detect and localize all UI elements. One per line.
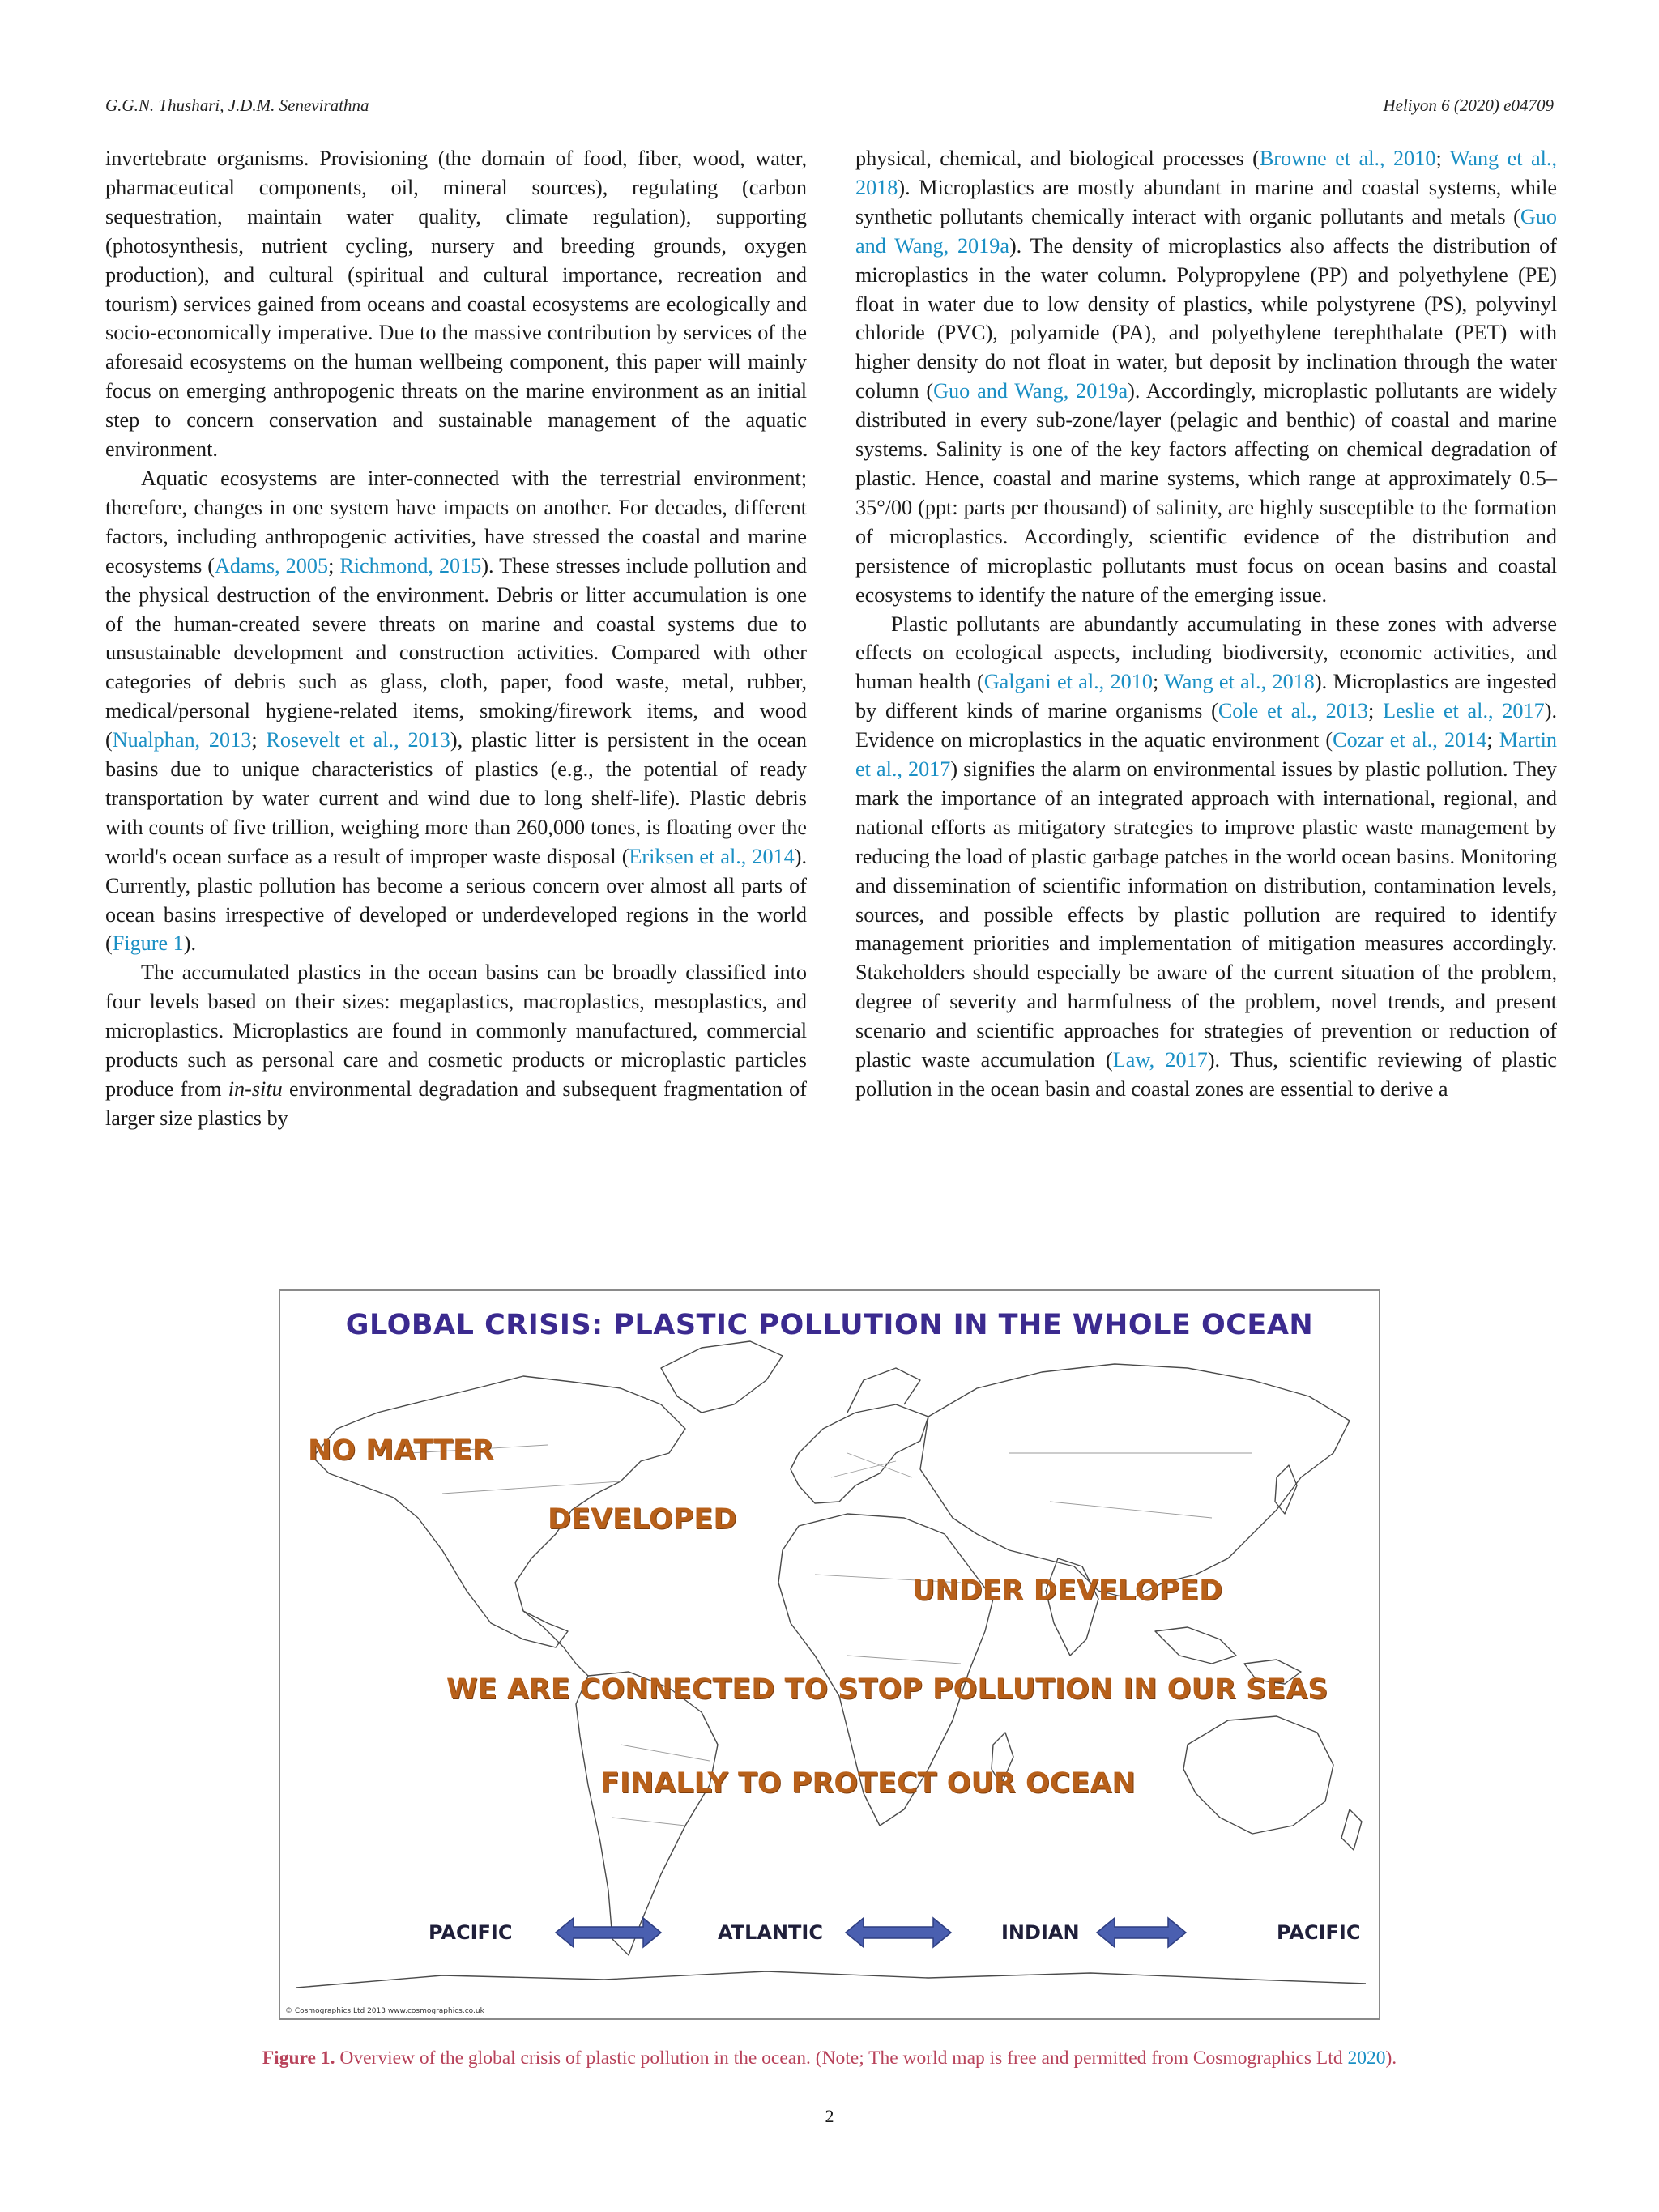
text-run: ). Currently, plastic pollution has become a serious concern over almost all parts of ocean basins irrespective of developed or underdeveloped regions in the world ( bbox=[105, 844, 808, 956]
left-text-column bbox=[105, 144, 807, 1133]
text-run: ; bbox=[1152, 670, 1165, 694]
citation-link[interactable]: Leslie et al., 2017 bbox=[1383, 699, 1545, 723]
ocean-label-indian: INDIAN bbox=[1001, 1921, 1080, 1944]
figure-1 bbox=[279, 1289, 1380, 2020]
map-credit: © Cosmographics Ltd 2013 www.cosmographics.co.uk bbox=[285, 2007, 484, 2015]
text-run: ). The density of microplastics also affects the distribution of microplastics in the water column. Polypropylene (PP) and polyethylene (PE) float in water due to low density of plastics, while polystyrene (PS), polyvinyl chloride (PVC), polyamide (PA), and polyethylene terephthalate (PET) with higher density do not float in water, but deposit by inclination through the water column ( bbox=[855, 233, 1557, 403]
citation-link[interactable]: Guo and Wang, 2019a bbox=[855, 204, 1557, 258]
text-run: The accumulated plastics in the ocean basins can be broadly classified into four levels based on their sizes: megaplastics, macroplastics, mesoplastics, and microplastics. Microplastics are found in commonly manufactured, commercial products such as personal care and cosmetic products or microplastic particles produce from bbox=[105, 961, 807, 1101]
figure-caption bbox=[0, 2048, 1659, 2069]
citation-link[interactable]: Richmond, 2015 bbox=[339, 553, 482, 578]
paragraph bbox=[105, 958, 807, 1132]
ocean-connection-arrows bbox=[556, 1918, 1186, 1947]
caption-end: ). bbox=[1385, 2048, 1397, 2069]
right-text-column bbox=[855, 144, 1557, 1104]
world-map-outline bbox=[280, 1291, 1379, 2018]
text-run: ). These stresses include pollution and the physical destruction of the environment. Debris or litter accumulation is one of the human-created severe threats on marine and coastal systems due to unsustainable development and construction activities. Compared with other categories of debris such as glass, cloth, paper, food waste, metal, rubber, medical/personal hygiene-related items, smoking/firework items, and wood ( bbox=[105, 553, 807, 752]
text-run: ). Microplastics are mostly abundant in marine and coastal systems, while synthetic pollutants chemically interact with organic pollutants and metals ( bbox=[855, 175, 1557, 228]
overlay-developed: DEVELOPED bbox=[548, 1503, 737, 1536]
arrow-atlantic-indian bbox=[846, 1918, 951, 1947]
running-header-journal: Heliyon 6 (2020) e04709 bbox=[1383, 96, 1554, 115]
text-run: environmental degradation and subsequent fragmentation of larger size plastics by bbox=[105, 1077, 807, 1130]
citation-link[interactable]: Eriksen et al., 2014 bbox=[629, 844, 795, 868]
citation-link[interactable]: Guo and Wang, 2019a bbox=[933, 379, 1128, 403]
citation-link[interactable]: Wang et al., 2018 bbox=[1164, 670, 1315, 694]
text-run: physical, chemical, and biological processes ( bbox=[855, 147, 1260, 170]
caption-text: Overview of the global crisis of plastic pollution in the ocean. (Note; The world map is free and permitted from Cosmographics Ltd bbox=[335, 2048, 1348, 2069]
italic-term: in-situ bbox=[228, 1077, 283, 1101]
caption-year-link[interactable]: 2020 bbox=[1347, 2048, 1386, 2069]
page-number: 2 bbox=[825, 2106, 834, 2126]
ocean-label-pacific-west: PACIFIC bbox=[429, 1921, 513, 1944]
paragraph bbox=[855, 144, 1557, 610]
text-run: ). bbox=[183, 931, 197, 956]
citation-link[interactable]: Martin et al., 2017 bbox=[855, 728, 1558, 782]
text-run: ). Microplastics are ingested by different kinds of marine organisms ( bbox=[855, 670, 1557, 723]
text-run: ; bbox=[251, 728, 267, 752]
overlay-protect: FINALLY TO PROTECT OUR OCEAN bbox=[600, 1767, 1136, 1800]
arrow-pacific-atlantic bbox=[556, 1918, 661, 1947]
citation-link[interactable]: Adams, 2005 bbox=[214, 553, 329, 578]
text-run: invertebrate organisms. Provisioning (the domain of food, fiber, wood, water, pharmaceutical components, oil, mineral sources), regulating (carbon sequestration, maintain water quality, climate regulation), supporting (photosynthesis, nutrient cycling, nursery and breeding grounds, oxygen production), and cultural (spiritual and cultural importance, recreation and tourism) services gained from oceans and coastal ecosystems are ecologically and socio-economically imperative. Due to the massive contribution by services of the aforesaid ecosystems on the human wellbeing component, this paper will mainly focus on emerging anthropogenic threats on the marine environment as an initial step to concern conservation and sustainable management of the aquatic environment. bbox=[105, 147, 807, 462]
text-run: ; bbox=[328, 553, 340, 578]
overlay-connected: WE ARE CONNECTED TO STOP POLLUTION IN OUR SEAS bbox=[446, 1673, 1328, 1706]
overlay-no-matter: NO MATTER bbox=[308, 1434, 494, 1467]
text-run: ), plastic litter is persistent in the ocean basins due to unique characteristics of plastics (e.g., the potential of ready transportation by water current and wind due to long shelf-life). Plastic debris with counts of five trillion, weighing more than 260,000 tones, is floating over the world's ocean surface as a result of improper waste disposal ( bbox=[105, 728, 808, 868]
paragraph bbox=[855, 610, 1557, 1104]
caption-label: Figure 1. bbox=[262, 2048, 335, 2069]
citation-link[interactable]: Wang et al., 2018 bbox=[855, 147, 1557, 199]
text-run: ) signifies the alarm on environmental issues by plastic pollution. They mark the importance of an integrated approach with international, regional, and national efforts as mitigatory strategies to improve plastic waste management by reducing the load of plastic garbage patches in the world ocean basins. Monitoring and dissemination of scientific information on distribution, contamination levels, sources, and possible effects by plastic pollution are required to identify management priorities and implementation of mitigation measures accordingly. Stakeholders should especially be aware of the current situation of the problem, degree of severity and harmfulness of the problem, novel trends, and present scenario and scientific approaches for strategies of prevention or reduction of plastic waste accumulation ( bbox=[855, 757, 1557, 1072]
text-run: ; bbox=[1367, 699, 1384, 723]
citation-link[interactable]: Browne et al., 2010 bbox=[1259, 147, 1436, 170]
citation-link[interactable]: Nualphan, 2013 bbox=[112, 728, 252, 752]
overlay-under-developed: UNDER DEVELOPED bbox=[912, 1575, 1223, 1607]
text-run: Plastic pollutants are abundantly accumulating in these zones with adverse effects on ecological aspects, including biodiversity, economic activities, and human health ( bbox=[855, 612, 1557, 694]
text-run: ; bbox=[1486, 728, 1499, 752]
ocean-label-atlantic: ATLANTIC bbox=[718, 1921, 823, 1944]
citation-link[interactable]: Cole et al., 2013 bbox=[1218, 699, 1368, 723]
citation-link[interactable]: Rosevelt et al., 2013 bbox=[266, 728, 450, 752]
ocean-label-pacific-east: PACIFIC bbox=[1277, 1921, 1361, 1944]
text-run: ). Evidence on microplastics in the aquatic environment ( bbox=[855, 699, 1557, 752]
text-run: ). Accordingly, microplastic pollutants are widely distributed in every sub-zone/layer (pelagic and benthic) of coastal and marine systems. Salinity is one of the key factors affecting on chemical degradation of plastic. Hence, coastal and marine systems, which range at approximately 0.5–35°/00 (ppt: parts per thousand) of salinity, are highly susceptible to the formation of microplastics. Accordingly, scientific evidence of the distribution and persistence of microplastic pollutants must focus on ocean basins and coastal ecosystems to identify the nature of the emerging issue. bbox=[855, 379, 1557, 607]
paragraph bbox=[105, 464, 807, 958]
running-header-authors: G.G.N. Thushari, J.D.M. Senevirathna bbox=[105, 96, 369, 115]
paragraph bbox=[105, 144, 807, 464]
citation-link[interactable]: Galgani et al., 2010 bbox=[983, 670, 1153, 694]
text-run: Aquatic ecosystems are inter-connected with the terrestrial environment; therefore, changes in one system have impacts on another. For decades, different factors, including anthropogenic activities, have stressed the coastal and marine ecosystems ( bbox=[105, 466, 807, 578]
arrow-indian-pacific bbox=[1097, 1918, 1186, 1947]
citation-link[interactable]: Law, 2017 bbox=[1112, 1048, 1208, 1072]
citation-link[interactable]: Figure 1 bbox=[112, 931, 184, 956]
citation-link[interactable]: Cozar et al., 2014 bbox=[1333, 728, 1487, 752]
text-run: ; bbox=[1435, 147, 1450, 170]
text-run: ). Thus, scientific reviewing of plastic pollution in the ocean basin and coastal zones are essential to derive a bbox=[855, 1048, 1557, 1101]
figure-title: GLOBAL CRISIS: PLASTIC POLLUTION IN THE WHOLE OCEAN bbox=[345, 1309, 1314, 1341]
